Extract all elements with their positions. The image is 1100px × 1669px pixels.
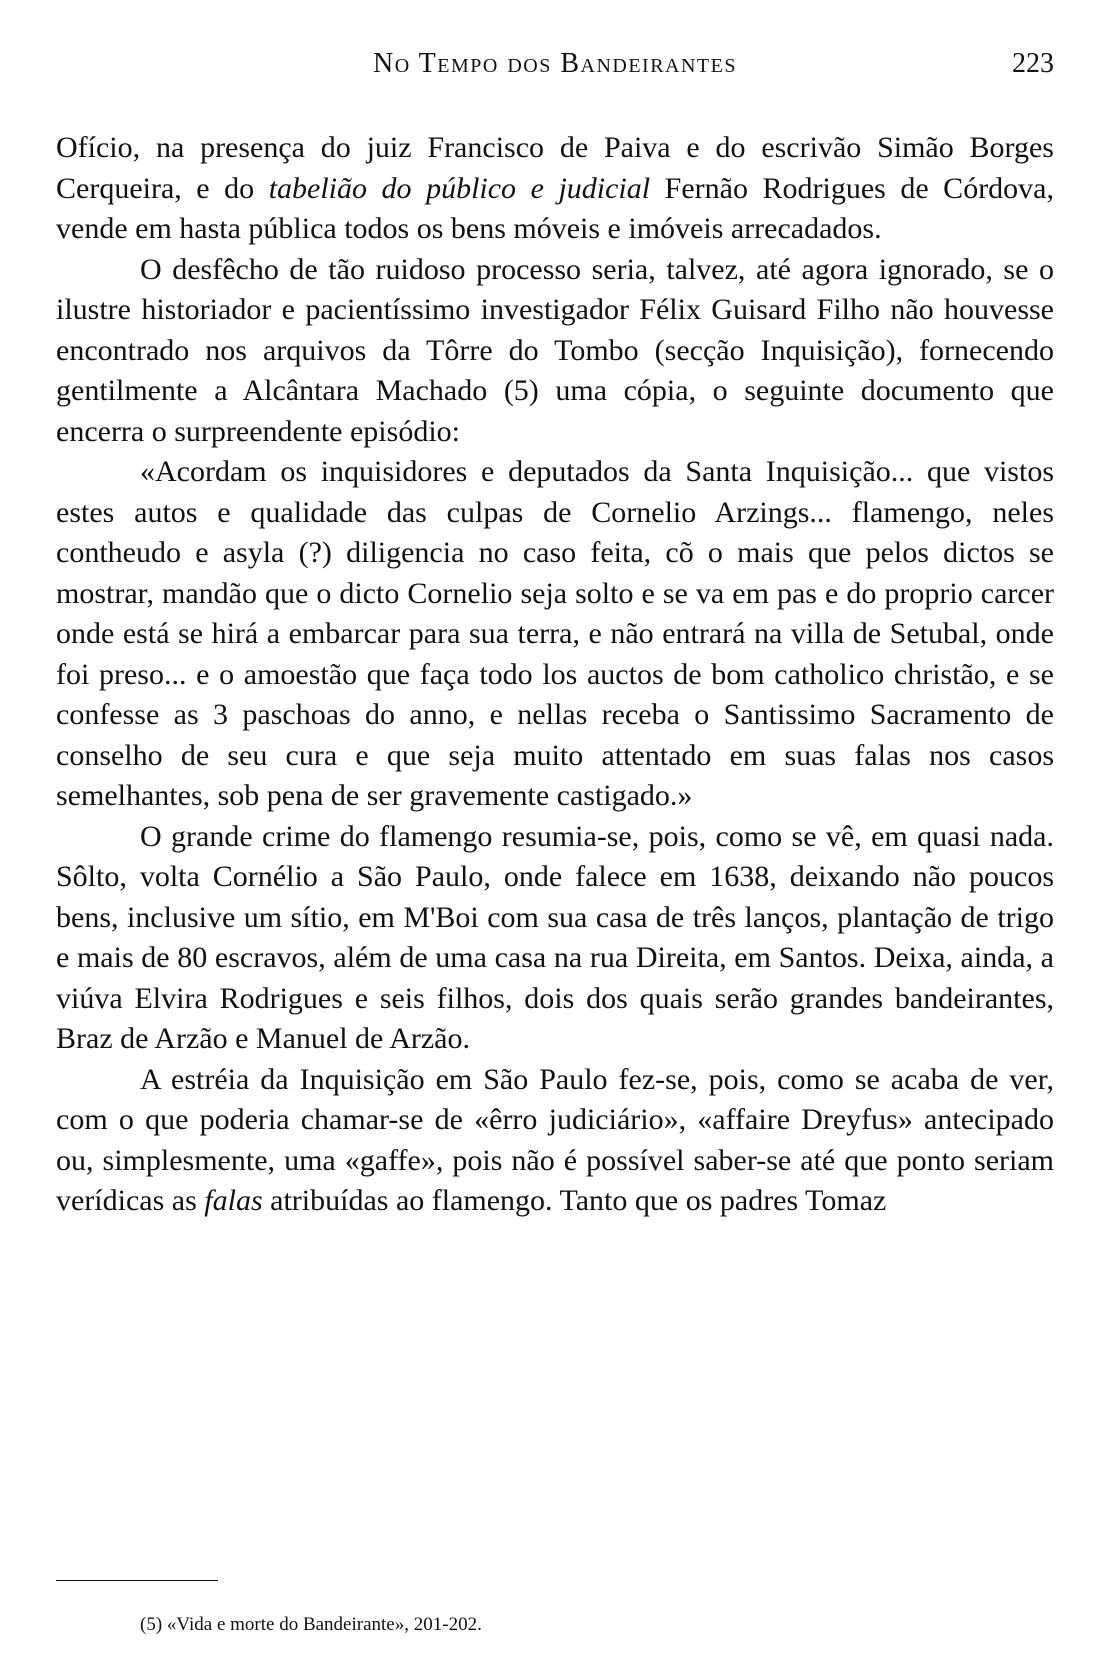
- footnote: [140, 1614, 1040, 1636]
- paragraph-5: [56, 1060, 1054, 1222]
- footnote-reference: (5): [503, 374, 539, 407]
- footnote-divider: [56, 1580, 218, 1581]
- paragraph-1: [56, 128, 1054, 250]
- paragraph-5-italic: falas: [204, 1184, 263, 1217]
- footnote-text: «Vida e morte do Bandeirante», 201-202.: [166, 1614, 482, 1635]
- page-number: 223: [1012, 48, 1054, 79]
- page-header: [56, 48, 1054, 88]
- body-text: [56, 128, 1054, 1222]
- paragraph-2-text-after: uma cópia, o seguinte documento que encerra o surpreendente episódio:: [56, 374, 1054, 448]
- footnote-marker: (5): [140, 1614, 163, 1635]
- running-title: No Tempo dos Bandeirantes: [372, 48, 737, 79]
- paragraph-5-text-after: atribuídas ao flamengo. Tanto que os padres Tomaz: [262, 1184, 887, 1217]
- paragraph-2-text-before: O desfêcho de tão ruidoso processo seria, talvez, até agora ignorado, se o ilustre historiador e pacientíssimo investigador Félix Guisard Filho não houvesse encontrado nos arquivos da Tôrre do Tombo (secção Inquisição), fornecendo gentilmente a Alcântara Machado: [56, 252, 1054, 407]
- quoted-document: «Acordam os inquisidores e deputados da Santa Inquisição... que vistos estes autos e qualidade das culpas de Cornelio Arzings... flamengo, neles contheudo e asyla (?) diligencia no caso feita, cõ o mais que pelos dictos se mostrar, mandão que o dicto Cornelio seja solto e se va em pas e do proprio carcer onde está se hirá a embarcar para sua terra, e não entrará na villa de Setubal, onde foi preso... e o amoestão que faça todo los auctos de bom catholico christão, e se confesse as 3 paschoas do anno, e nellas receba o Santissimo Sacramento de conselho de seu cura e que seja muito attentado em suas falas nos casos semelhantes, sob pena de ser gravemente castigado.»: [56, 455, 1054, 812]
- paragraph-2: [56, 250, 1054, 453]
- paragraph-1-text: Ofício, na presença do juiz Francisco de Paiva e do escrivão Simão Borges Cerqueira, e do: [56, 131, 1054, 205]
- paragraph-1-italic: tabelião do público e judicial: [268, 171, 651, 205]
- paragraph-4: O grande crime do flamengo resumia-se, pois, como se vê, em quasi nada. Sôlto, volta Cornélio a São Paulo, onde falece em 1638, deixando não poucos bens, inclusive um sítio, em M'Boi com sua casa de três lanços, plantação de trigo e mais de 80 escravos, além de uma casa na rua Direita, em Santos. Deixa, ainda, a viúva Elvira Rodrigues e seis filhos, dois dos quais serão grandes bandeirantes, Braz de Arzão e Manuel de Arzão.: [56, 819, 1054, 1055]
- paragraph-1-text-after: Fernão Rodrigues de Córdova, vende em hasta pública todos os bens móveis e imóveis arrecadados.: [56, 171, 1055, 245]
- paragraph-5-text-before: A estréia da Inquisição em São Paulo fez-se, pois, como se acaba de ver, com o que poderia chamar-se de «êrro judiciário», «affaire Dreyfus» antecipado ou, simplesmente, uma «gaffe», pois não é possível saber-se até que ponto seriam verídicas as: [56, 1062, 1054, 1217]
